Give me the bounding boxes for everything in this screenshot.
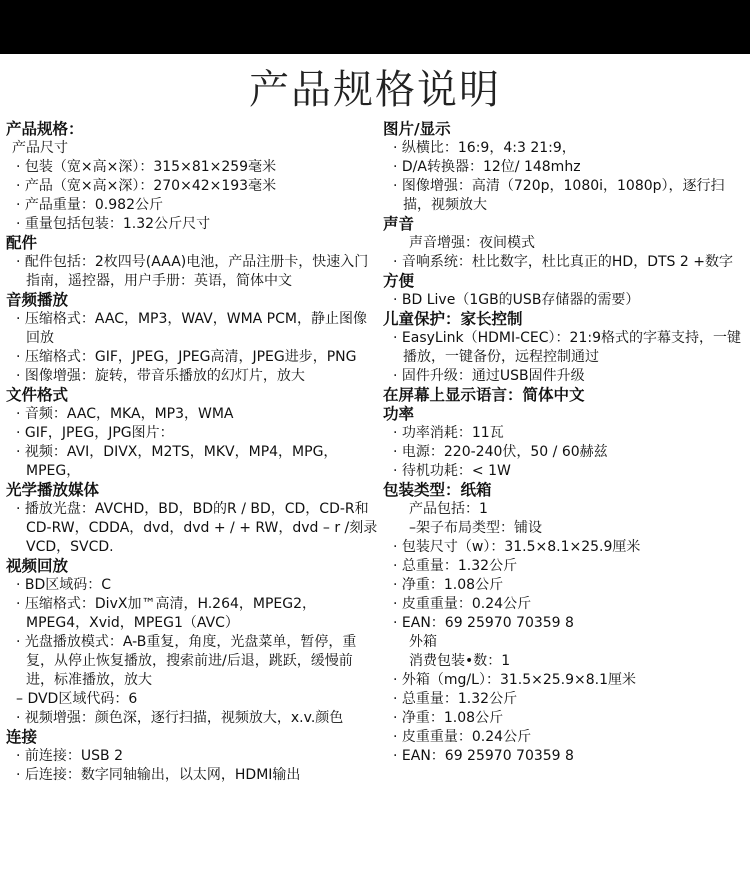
spec-item: · 包装尺寸（w）：31.5×8.1×25.9厘米 (393, 539, 641, 555)
section-heading: 声音 (383, 215, 415, 233)
spec-item: – DVD区域代码：6 (16, 691, 138, 707)
spec-item: · 皮重重量：0.24公斤 (393, 729, 532, 745)
spec-item: · 待机功耗：< 1W (393, 463, 511, 479)
spec-item: · 图像增强：旋转，带音乐播放的幻灯片，放大 (16, 368, 305, 384)
spec-item: · EAN：69 25970 70359 8 (393, 748, 574, 764)
spec-item: · 外箱（mg/L）：31.5×25.9×8.1厘米 (393, 672, 637, 688)
spec-item: · 包装（宽×高×深）：315×81×259毫米 (16, 159, 277, 175)
spec-item: · 前连接：USB 2 (16, 748, 123, 764)
page-title: 产品规格说明 (249, 67, 501, 113)
spec-item: · 压缩格式：DivX加™高清，H.264，MPEG2，MPEG4，Xvid，MPEG1（AVC） (16, 596, 317, 631)
section-heading: 配件 (6, 234, 38, 252)
right-spec-column (383, 120, 748, 766)
spec-item: · 电源：220-240伏，50 / 60赫兹 (393, 444, 608, 460)
spec-item: · 固件升级：通过USB固件升级 (393, 368, 585, 384)
spec-item: · 总重量：1.32公斤 (393, 558, 518, 574)
spec-item: · 净重：1.08公斤 (393, 577, 504, 593)
spec-item: · 纵横比：16:9，4:3 21:9， (393, 140, 576, 156)
spec-item: · 音频：AAC，MKA，MP3，WMA (16, 406, 234, 422)
section-heading: 光学播放媒体 (6, 481, 100, 499)
spec-item: · 重量包括包装：1.32公斤尺寸 (16, 216, 211, 232)
section-heading: 在屏幕上显示语言：简体中文 (383, 386, 585, 404)
spec-item: · 播放光盘：AVCHD，BD，BD的R / BD，CD，CD-R和CD-RW，CDDA，dvd，dvd + / + RW，dvd – r /刻录VCD，SVCD. (16, 501, 378, 555)
spec-item: · 功率消耗：11瓦 (393, 425, 504, 441)
section-heading: 儿童保护：家长控制 (383, 310, 523, 328)
spec-item: · 图像增强：高清（720p，1080i，1080p），逐行扫描，视频放大 (393, 178, 725, 213)
section-heading: 文件格式 (6, 386, 69, 404)
section-heading: 音频播放 (6, 291, 69, 309)
spec-item: · 总重量：1.32公斤 (393, 691, 518, 707)
spec-item: · 配件包括：2枚四号(AAA)电池，产品注册卡，快速入门指南，遥控器，用户手册：英语，简体中文 (16, 254, 369, 289)
section-heading: 包装类型：纸箱 (383, 481, 492, 499)
spec-subitem: –架子布局类型：铺设 (409, 520, 542, 536)
spec-subitem: 外箱 (409, 634, 437, 650)
spec-item: · 产品重量：0.982公斤 (16, 197, 163, 213)
left-spec-column (6, 120, 378, 785)
spec-item: · 皮重重量：0.24公斤 (393, 596, 532, 612)
spec-item: · 视频：AVI，DIVX，M2TS，MKV，MP4，MPG，MPEG， (16, 444, 338, 479)
spec-item: · 后连接：数字同轴输出，以太网，HDMI输出 (16, 767, 301, 783)
spec-item: · D/A转换器：12位/ 148mhz (393, 159, 581, 175)
spec-item: · 净重：1.08公斤 (393, 710, 504, 726)
spec-item: · 视频增强：颜色深，逐行扫描，视频放大，x.v.颜色 (16, 710, 344, 726)
section-heading: 视频回放 (6, 557, 69, 575)
spec-subitem: 消费包装•数：1 (409, 653, 511, 669)
section-heading: 产品规格： (6, 120, 84, 138)
spec-item: · 压缩格式：AAC，MP3，WAV，WMA PCM，静止图像回放 (16, 311, 367, 346)
spec-item: · EasyLink（HDMI-CEC）：21:9格式的字幕支持，一键播放，一键备份，远程控制通过 (393, 330, 741, 365)
section-heading: 图片/显示 (383, 120, 451, 138)
spec-item: · BD区域码：C (16, 577, 112, 593)
spec-subheading: 产品尺寸 (12, 140, 68, 156)
spec-subitem: 声音增强：夜间模式 (409, 235, 535, 251)
spec-item: · 产品（宽×高×深）：270×42×193毫米 (16, 178, 277, 194)
section-heading: 功率 (383, 405, 415, 423)
spec-subitem: 产品包括：1 (409, 501, 488, 517)
top-black-bar (0, 0, 750, 54)
spec-item: · 压缩格式：GIF，JPEG，JPEG高清，JPEG进步，PNG (16, 349, 357, 365)
spec-item: · 音响系统：杜比数字，杜比真正的HD，DTS 2 +数字 (393, 254, 733, 270)
spec-item: · GIF，JPEG，JPG图片： (16, 425, 174, 441)
spec-item: · BD Live（1GB的USB存储器的需要） (393, 292, 640, 308)
section-heading: 方便 (383, 272, 415, 290)
spec-item: · EAN：69 25970 70359 8 (393, 615, 574, 631)
section-heading: 连接 (6, 728, 38, 746)
spec-item: · 光盘播放模式：A-B重复，角度，光盘菜单，暂停，重复，从停止恢复播放，搜索前进/后退，跳跃，缓慢前进，标准播放，放大 (16, 634, 357, 688)
